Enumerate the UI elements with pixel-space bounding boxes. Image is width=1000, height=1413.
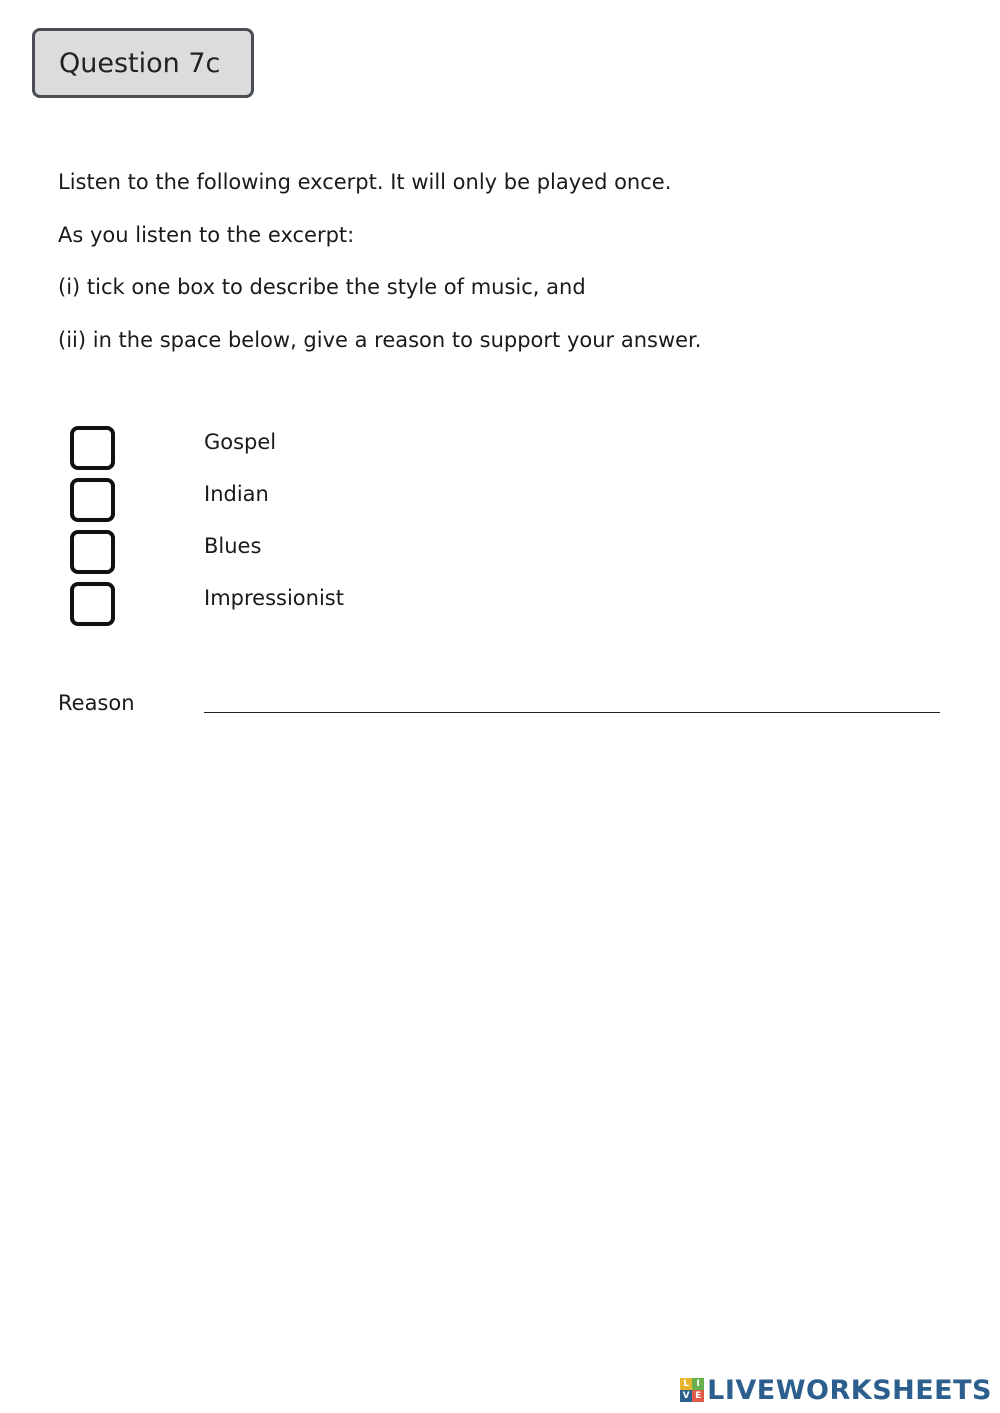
- instruction-line: (ii) in the space below, give a reason to support your answer.: [58, 327, 702, 352]
- brand-wordmark: LIVEWORKSHEETS: [707, 1374, 992, 1406]
- checkbox-impressionist[interactable]: [70, 582, 115, 626]
- instruction-line: (i) tick one box to describe the style of music, and: [58, 275, 586, 299]
- option-label-indian: Indian: [204, 482, 269, 506]
- option-label-impressionist: Impressionist: [204, 586, 344, 610]
- instructions: [58, 166, 958, 376]
- logo-letter: I: [692, 1378, 704, 1390]
- question-title: Question 7c: [59, 47, 221, 79]
- instruction-line: As you listen to the excerpt:: [58, 222, 355, 247]
- question-title-badge: [32, 28, 254, 98]
- option-label-blues: Blues: [204, 534, 262, 558]
- logo-letter: L: [680, 1378, 692, 1390]
- instruction-line: Listen to the following excerpt. It will only be played once.: [58, 170, 672, 194]
- checkbox-gospel[interactable]: [70, 426, 115, 470]
- liveworksheets-branding: [680, 1373, 992, 1407]
- reason-label: Reason: [58, 691, 135, 715]
- checkbox-blues[interactable]: [70, 530, 115, 574]
- logo-letter: V: [680, 1390, 692, 1402]
- liveworksheets-logo-icon: [680, 1378, 704, 1402]
- checkbox-indian[interactable]: [70, 478, 115, 522]
- logo-letter: E: [692, 1390, 704, 1402]
- option-label-gospel: Gospel: [204, 430, 277, 454]
- reason-answer-field[interactable]: [204, 712, 940, 713]
